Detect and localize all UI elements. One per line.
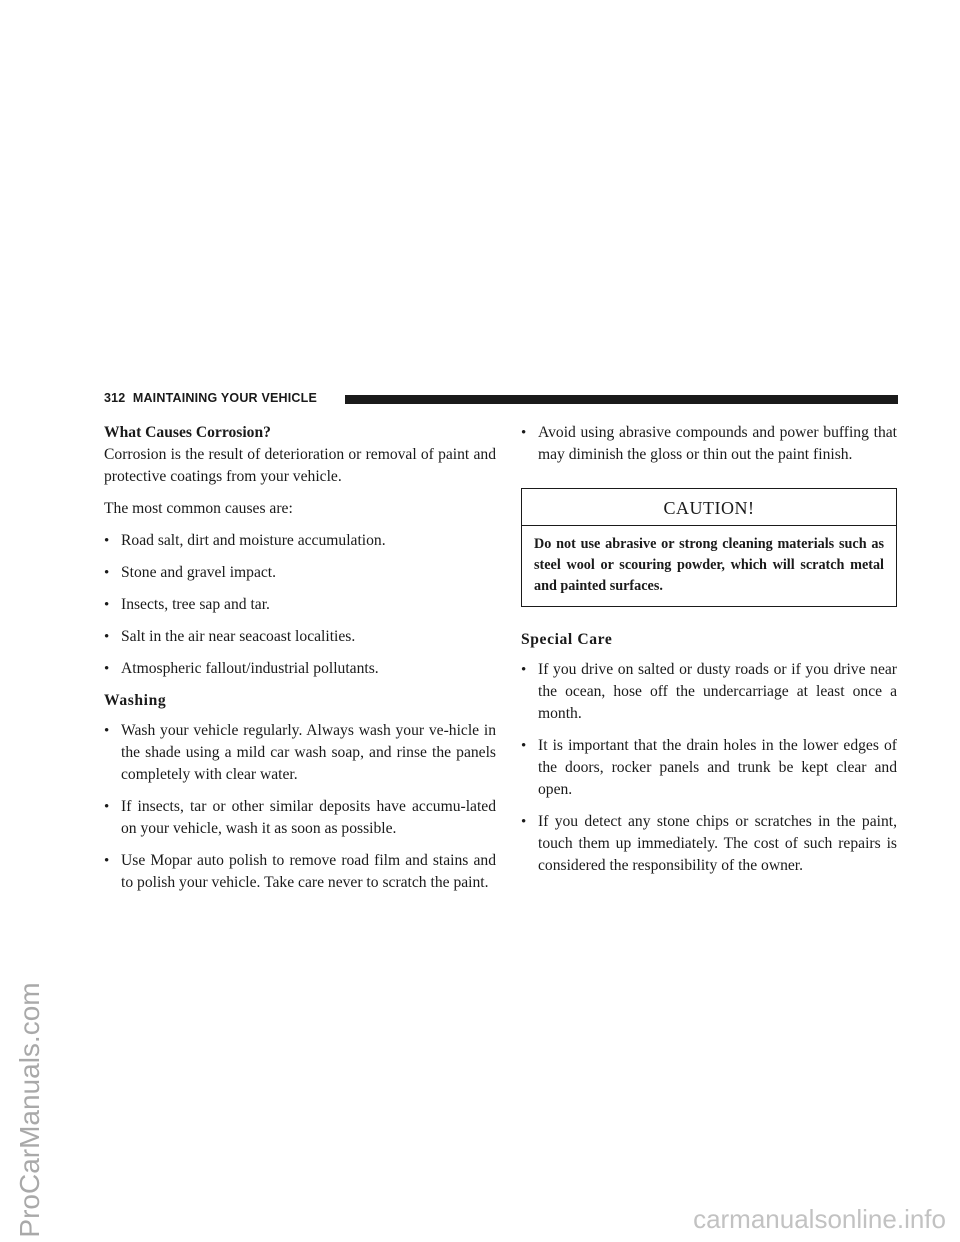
bullet-icon: •: [104, 565, 110, 581]
buffing-list: [521, 422, 897, 466]
causes-list: [104, 530, 496, 680]
list-item: • Road salt, dirt and moisture accumulation.: [104, 530, 496, 552]
heading-washing: Washing: [104, 692, 167, 709]
list-item: • If insects, tar or other similar deposits have accumu-lated on your vehicle, wash it as soon as possible.: [104, 798, 496, 837]
bullet-icon: •: [521, 662, 527, 678]
page-header: [104, 389, 898, 411]
special-care-list: [521, 659, 897, 877]
list-item: • It is important that the drain holes in the lower edges of the doors, rocker panels and trunk be kept clear and open.: [521, 737, 897, 798]
caution-title: CAUTION!: [522, 489, 896, 526]
bullet-icon: •: [104, 799, 110, 815]
page-number-and-section: [104, 391, 317, 405]
bullet-icon: •: [521, 814, 527, 830]
list-item: • If you detect any stone chips or scratches in the paint, touch them up immediately. The cost of such repairs is considered the responsibility of the owner.: [521, 813, 897, 874]
list-item: • Avoid using abrasive compounds and power buffing that may diminish the gloss or thin out the paint finish.: [521, 424, 897, 463]
bullet-icon: •: [104, 533, 110, 549]
caution-body: Do not use abrasive or strong cleaning materials such as steel wool or scouring powder, which will scratch metal and painted surfaces.: [534, 536, 884, 594]
side-watermark-text: ProCarManuals.com: [14, 982, 45, 1238]
left-column: [104, 422, 496, 894]
bottom-watermark: carmanualsonline.info: [693, 1204, 946, 1234]
bullet-icon: •: [104, 723, 110, 739]
bullet-icon: •: [521, 738, 527, 754]
washing-list: [104, 720, 496, 894]
heading-what-causes-corrosion: What Causes Corrosion?: [104, 424, 271, 441]
list-item: • Wash your vehicle regularly. Always wash your ve-hicle in the shade using a mild car wash soap, and rinse the panels completely with clear water.: [104, 722, 496, 783]
list-item: • If you drive on salted or dusty roads or if you drive near the ocean, hose off the undercarriage at least once a month.: [521, 661, 897, 722]
list-item: • Use Mopar auto polish to remove road film and stains and to polish your vehicle. Take care never to scratch the paint.: [104, 852, 496, 891]
bullet-icon: •: [521, 425, 527, 441]
bullet-icon: •: [104, 853, 110, 869]
right-column: [521, 422, 897, 877]
list-item: • Insects, tree sap and tar.: [104, 594, 496, 616]
header-rule: [345, 395, 898, 404]
list-item: • Salt in the air near seacoast localities.: [104, 626, 496, 648]
list-item: • Stone and gravel impact.: [104, 562, 496, 584]
bullet-icon: •: [104, 661, 110, 677]
caution-box: [521, 488, 897, 607]
corrosion-definition: Corrosion is the result of deterioration or removal of paint and protective coatings from your vehicle.: [104, 446, 496, 485]
bullet-icon: •: [104, 629, 110, 645]
bullet-icon: •: [104, 597, 110, 613]
page-number: 312: [104, 391, 126, 405]
common-causes-intro: The most common causes are:: [104, 500, 293, 517]
heading-special-care: Special Care: [521, 631, 613, 648]
list-item: • Atmospheric fallout/industrial pollutants.: [104, 658, 496, 680]
side-watermark: [8, 982, 52, 1238]
section-title: MAINTAINING YOUR VEHICLE: [132, 391, 318, 405]
